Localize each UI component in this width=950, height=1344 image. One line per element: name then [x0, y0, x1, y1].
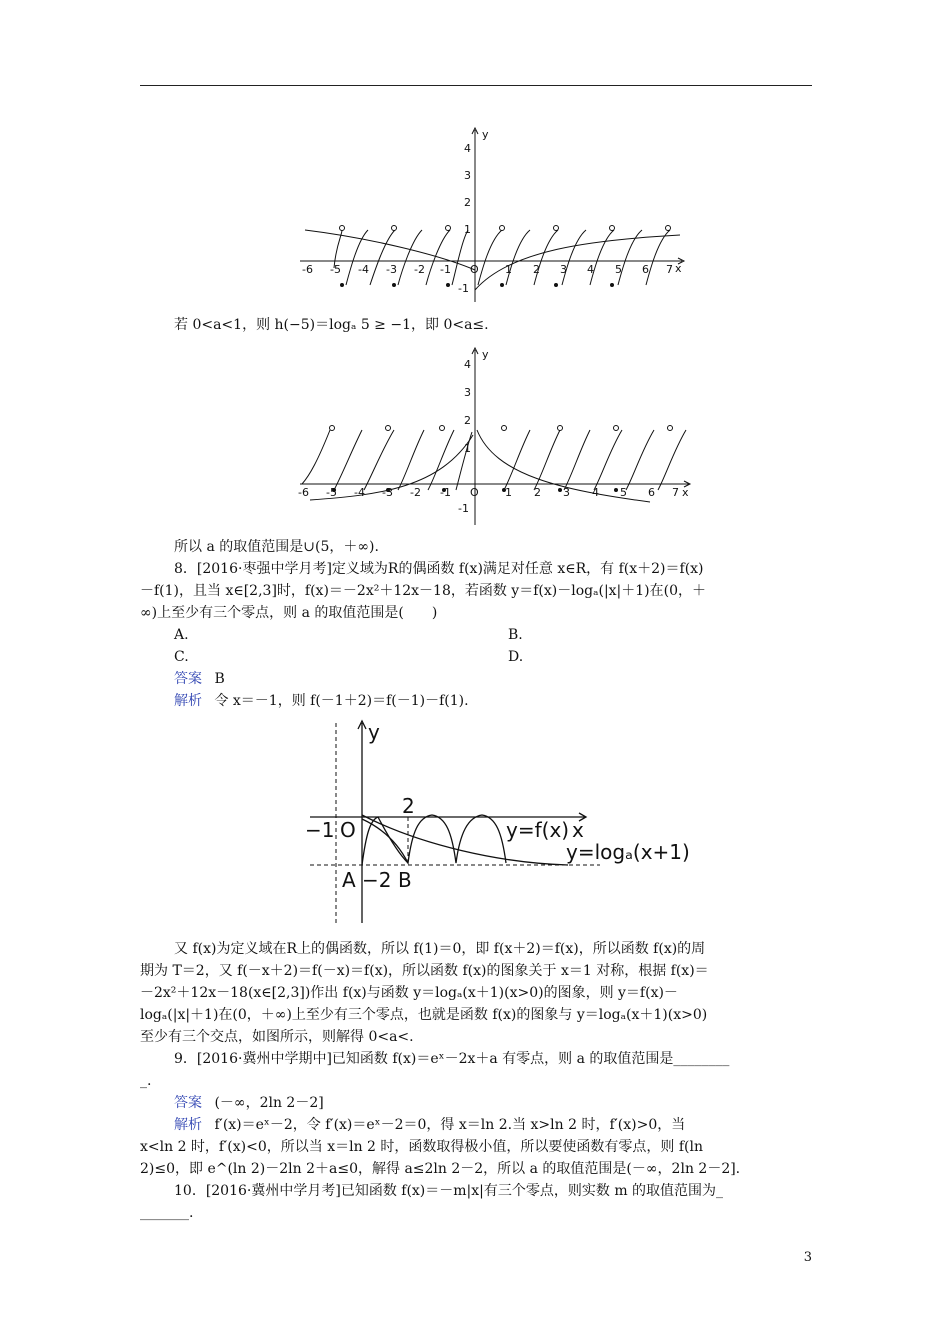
q9-analysis-3: 2)≤0，即 e^(ln 2)－2ln 2＋a≤0，解得 a≤2ln 2－2，所以 a 的取值范围是(－∞，2ln 2－2]. [140, 1161, 741, 1177]
page-number: 3 [803, 1250, 812, 1265]
figure-1-svg [290, 120, 690, 305]
fig2-xtick: 7 [672, 486, 679, 499]
q9-analysis-2: x<ln 2 时，f′(x)<0，所以当 x＝ln 2 时，函数取得极小值，所以要使函数有零点，则 f(ln [140, 1139, 703, 1155]
fig2-xtick: 5 [620, 486, 627, 499]
fig1-xtick: -4 [358, 263, 369, 276]
q8-option-d: D. [508, 649, 524, 665]
q9-answer-label: 答案 [174, 1095, 202, 1111]
fig2-ytick: -1 [458, 502, 469, 515]
fig3-curve2-label: y=logₐ(x+1) [566, 840, 690, 864]
fig2-ytick: 4 [464, 358, 471, 371]
fig3-label-neg1: −1 [305, 818, 335, 842]
figure-3-graph [300, 715, 690, 925]
fig3-x-label: x [572, 818, 584, 842]
q8-analysis-line-4: logₐ(|x|＋1)在(0，＋∞)上至少有三个零点，也就是函数 f(x)的图象与 y＝logₐ(x＋1)(x>0) [140, 1007, 708, 1023]
fig3-label-b: B [398, 868, 412, 892]
fig1-ytick: 3 [464, 169, 471, 182]
fig2-origin: O [470, 486, 479, 499]
q8-analysis-line-2: 期为 T＝2，又 f(－x＋2)＝f(－x)＝f(x)，所以函数 f(x)的图象关于 x＝1 对称，根据 f(x)＝ [140, 963, 709, 979]
q8-option-b: B. [508, 627, 523, 643]
fig1-xtick: -2 [414, 263, 425, 276]
fig1-xtick: 3 [560, 263, 567, 276]
fig2-xtick: -3 [382, 486, 393, 499]
fig3-label-a: A [342, 868, 356, 892]
fig2-ytick: 1 [464, 442, 471, 455]
q9-analysis-label: 解析 [174, 1117, 202, 1133]
q9-analysis-1: f′(x)＝eˣ－2，令 f′(x)＝eˣ－2＝0，得 x＝ln 2.当 x>ln 2 时，f′(x)>0，当 [214, 1117, 686, 1133]
q8-option-c: C. [174, 649, 189, 665]
q10-line-1: 10．[2016·冀州中学月考]已知函数 f(x)＝－m|x|有三个零点，则实数 m 的取值范围为_ [174, 1183, 724, 1199]
fig3-y-label: y [368, 720, 380, 744]
fig1-xtick: -1 [440, 263, 451, 276]
fig2-xtick: 2 [534, 486, 541, 499]
fig2-xtick: -1 [440, 486, 451, 499]
fig2-y-label: y [482, 348, 489, 361]
fig1-ytick: 1 [464, 223, 471, 236]
q8-analysis-label: 解析 [174, 693, 202, 709]
header-rule [140, 85, 812, 86]
fig1-xtick: 4 [587, 263, 594, 276]
fig2-xtick: 6 [648, 486, 655, 499]
q9-line-2: _. [140, 1073, 152, 1089]
text-line-2: 所以 a 的取值范围是∪(5，＋∞). [174, 539, 379, 555]
q8-line-1: 8．[2016·枣强中学月考]定义域为R的偶函数 f(x)满足对任意 x∈R，有 f(x＋2)＝f(x) [174, 561, 704, 577]
figure-2-svg [290, 340, 700, 530]
fig1-xtick: 6 [642, 263, 649, 276]
figure-3-svg [300, 715, 690, 925]
fig2-x-label: x [682, 486, 689, 499]
fig3-origin: O [340, 818, 356, 842]
fig1-ytick: 2 [464, 196, 471, 209]
fig1-y-label: y [482, 128, 489, 141]
fig2-ytick: 2 [464, 414, 471, 427]
fig2-ytick: 3 [464, 386, 471, 399]
fig1-xtick: 1 [505, 263, 512, 276]
q8-answer: B [214, 671, 225, 687]
fig2-xtick: -4 [354, 486, 365, 499]
figure-2-graph [290, 340, 700, 530]
q10-line-2: _______. [140, 1205, 194, 1221]
fig2-xtick: 4 [592, 486, 599, 499]
fig1-ytick: 4 [464, 142, 471, 155]
fig1-xtick: -6 [302, 263, 313, 276]
q8-answer-label: 答案 [174, 671, 202, 687]
q9-answer: (－∞，2ln 2－2] [214, 1095, 324, 1111]
q8-option-a: A. [174, 627, 189, 643]
fig3-label-2: 2 [402, 794, 415, 818]
fig3-label-neg2: −2 [362, 868, 392, 892]
fig1-xtick: 5 [615, 263, 622, 276]
fig1-xtick: 2 [533, 263, 540, 276]
q9-line-1: 9．[2016·冀州中学期中]已知函数 f(x)＝eˣ－2x＋a 有零点，则 a 的取值范围是________ [174, 1051, 730, 1067]
fig2-xtick: 1 [505, 486, 512, 499]
fig1-origin: O [470, 263, 479, 276]
fig1-xtick: -3 [386, 263, 397, 276]
fig2-xtick: 3 [563, 486, 570, 499]
q8-analysis-line-3: －2x²＋12x－18(x∈[2,3])作出 f(x)与函数 y＝logₐ(x＋1)(x>0)的图象，则 y＝f(x)－ [140, 985, 678, 1001]
q8-analysis-line-1: 又 f(x)为定义域在R上的偶函数，所以 f(1)＝0，即 f(x＋2)＝f(x)，所以函数 f(x)的周 [174, 941, 706, 957]
text-line-1: 若 0<a<1，则 h(−5)＝logₐ 5 ≥ −1，即 0<a≤. [174, 317, 489, 333]
fig1-xtick: -5 [330, 263, 341, 276]
figure-1-graph [290, 120, 690, 305]
q8-analysis-line-5: 至少有三个交点，如图所示，则解得 0<a<. [140, 1029, 414, 1045]
q8-line-3: ∞)上至少有三个零点，则 a 的取值范围是( ) [140, 605, 438, 621]
fig1-xtick: 7 [666, 263, 673, 276]
fig2-xtick: -5 [326, 486, 337, 499]
fig1-ytick: -1 [458, 282, 469, 295]
fig2-xtick: -2 [410, 486, 421, 499]
fig2-xtick: -6 [298, 486, 309, 499]
fig3-curve1-label: y=f(x) [506, 818, 570, 842]
q8-analysis-first: 令 x＝－1，则 f(－1＋2)＝f(－1)－f(1). [214, 693, 469, 709]
q8-line-2: －f(1)，且当 x∈[2,3]时，f(x)＝－2x²＋12x－18，若函数 y＝f(x)－logₐ(|x|＋1)在(0，＋ [140, 583, 707, 599]
fig1-x-label: x [675, 262, 682, 275]
